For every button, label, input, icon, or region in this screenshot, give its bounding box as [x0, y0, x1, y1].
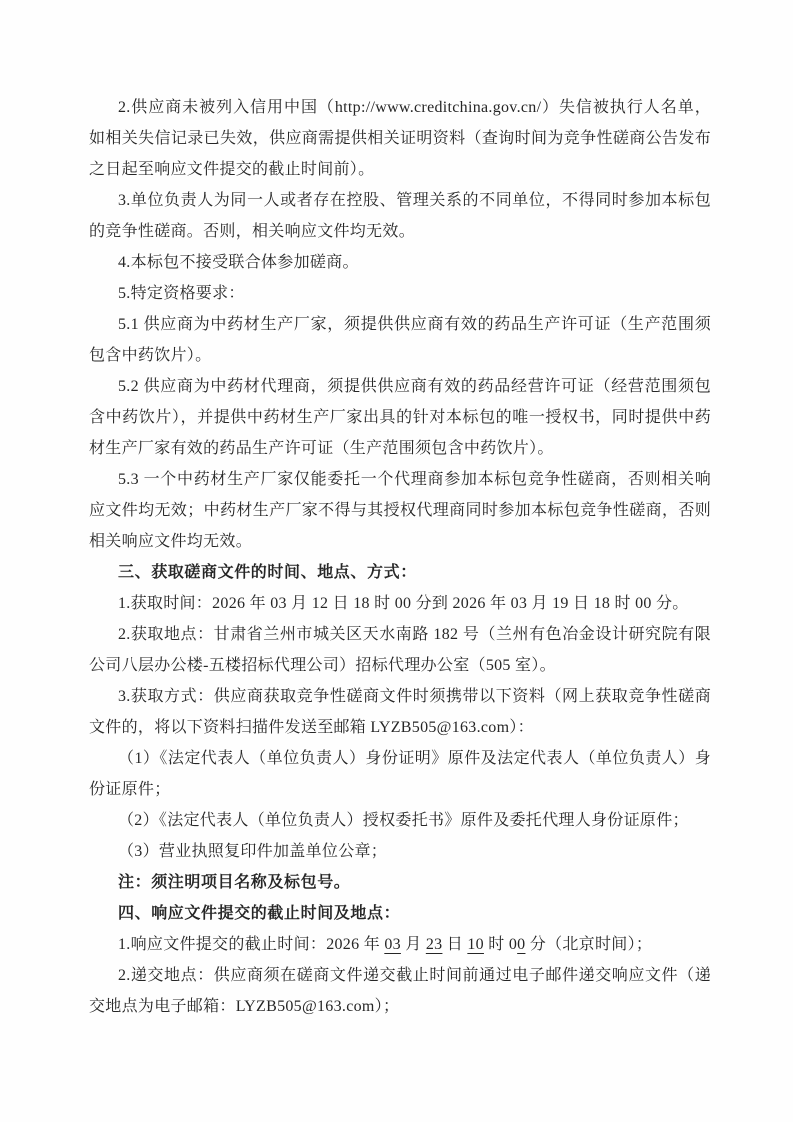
para-credit-china-check [89, 92, 711, 185]
para-no-consortium [89, 247, 711, 278]
text-run: （1）《法定代表人（单位负责人）身份证明》原件及法定代表人（单位负责人）身份证原件； [89, 750, 711, 798]
text-run: 3.单位负责人为同一人或者存在控股、管理关系的不同单位，不得同时参加本标包的竞争性磋商。否则，相关响应文件均无效。 [89, 192, 711, 240]
text-run: 2.获取地点：甘肃省兰州市城关区天水南路 182 号（兰州有色冶金设计研究院有限公司八层办公楼-五楼招标代理公司）招标代理办公室（505 室）。 [89, 626, 711, 674]
para-material-2 [89, 805, 711, 836]
text-run: 分（北京时间）； [525, 936, 653, 953]
text-run: 注：须注明项目名称及标包号。 [118, 874, 351, 891]
para-submission-place [89, 960, 711, 1022]
text-run: 1.响应文件提交的截止时间：2026 年 [118, 936, 385, 953]
para-submission-deadline [89, 929, 711, 960]
underlined-text-run: 23 [425, 936, 443, 953]
underlined-text-run: 03 [384, 936, 401, 953]
para-obtain-time [89, 588, 711, 619]
para-same-responsible-person [89, 185, 711, 247]
para-material-3 [89, 836, 711, 867]
text-run: 3.获取方式：供应商获取竞争性磋商文件时须携带以下资料（网上获取竞争性磋商文件的，将以下资料扫描件发送至邮箱 LYZB505@163.com）： [89, 688, 711, 736]
underlined-text-run: 0 [517, 936, 526, 953]
heading-obtain-documents [89, 557, 711, 588]
text-run: 5.2 供应商为中药材代理商，须提供供应商有效的药品经营许可证（经营范围须包含中药饮片），并提供中药材生产厂家出具的针对本标包的唯一授权书，同时提供中药材生产厂家有效的药品生产许可证（生产范围须包含中药饮片）。 [89, 378, 711, 457]
text-run: 四、响应文件提交的截止时间及地点： [118, 905, 401, 922]
text-run: 三、获取磋商文件的时间、地点、方式： [118, 564, 417, 581]
text-run: 日 [442, 936, 468, 953]
text-run: 月 [400, 936, 426, 953]
para-obtain-method [89, 681, 711, 743]
text-run: 5.3 一个中药材生产厂家仅能委托一个代理商参加本标包竞争性磋商，否则相关响应文件均无效；中药材生产厂家不得与其授权代理商同时参加本标包竞争性磋商，否则相关响应文件均无效。 [89, 471, 711, 550]
text-run: 时 0 [483, 936, 518, 953]
heading-response-submission [89, 898, 711, 929]
text-run: 2.供应商未被列入信用中国（http://www.creditchina.gov.cn/）失信被执行人名单，如相关失信记录已失效，供应商需提供相关证明资料（查询时间为竞争性磋商公告发布之日起至响应文件提交的截止时间前）。 [89, 99, 711, 178]
text-run: 4.本标包不接受联合体参加磋商。 [118, 254, 359, 271]
para-qualification-5-2 [89, 371, 711, 464]
para-special-qualification-title [89, 278, 711, 309]
text-run: 5.1 供应商为中药材生产厂家，须提供供应商有效的药品生产许可证（生产范围须包含中药饮片）。 [89, 316, 711, 364]
para-qualification-5-1 [89, 309, 711, 371]
document-body [89, 92, 711, 1022]
para-material-1 [89, 743, 711, 805]
text-run: 2.递交地点：供应商须在磋商文件递交截止时间前通过电子邮件递交响应文件（递交地点为电子邮箱：LYZB505@163.com）； [89, 967, 711, 1015]
text-run: （3）营业执照复印件加盖单位公章； [118, 843, 388, 860]
para-obtain-place [89, 619, 711, 681]
underlined-text-run: 10 [467, 936, 484, 953]
para-qualification-5-3 [89, 464, 711, 557]
text-run: （2）《法定代表人（单位负责人）授权委托书》原件及委托代理人身份证原件； [118, 812, 689, 829]
text-run: 5.特定资格要求： [118, 285, 245, 302]
para-note [89, 867, 711, 898]
text-run: 1.获取时间：2026 年 03 月 12 日 18 时 00 分到 2026 年 03 月 19 日 18 时 00 分。 [118, 595, 689, 612]
